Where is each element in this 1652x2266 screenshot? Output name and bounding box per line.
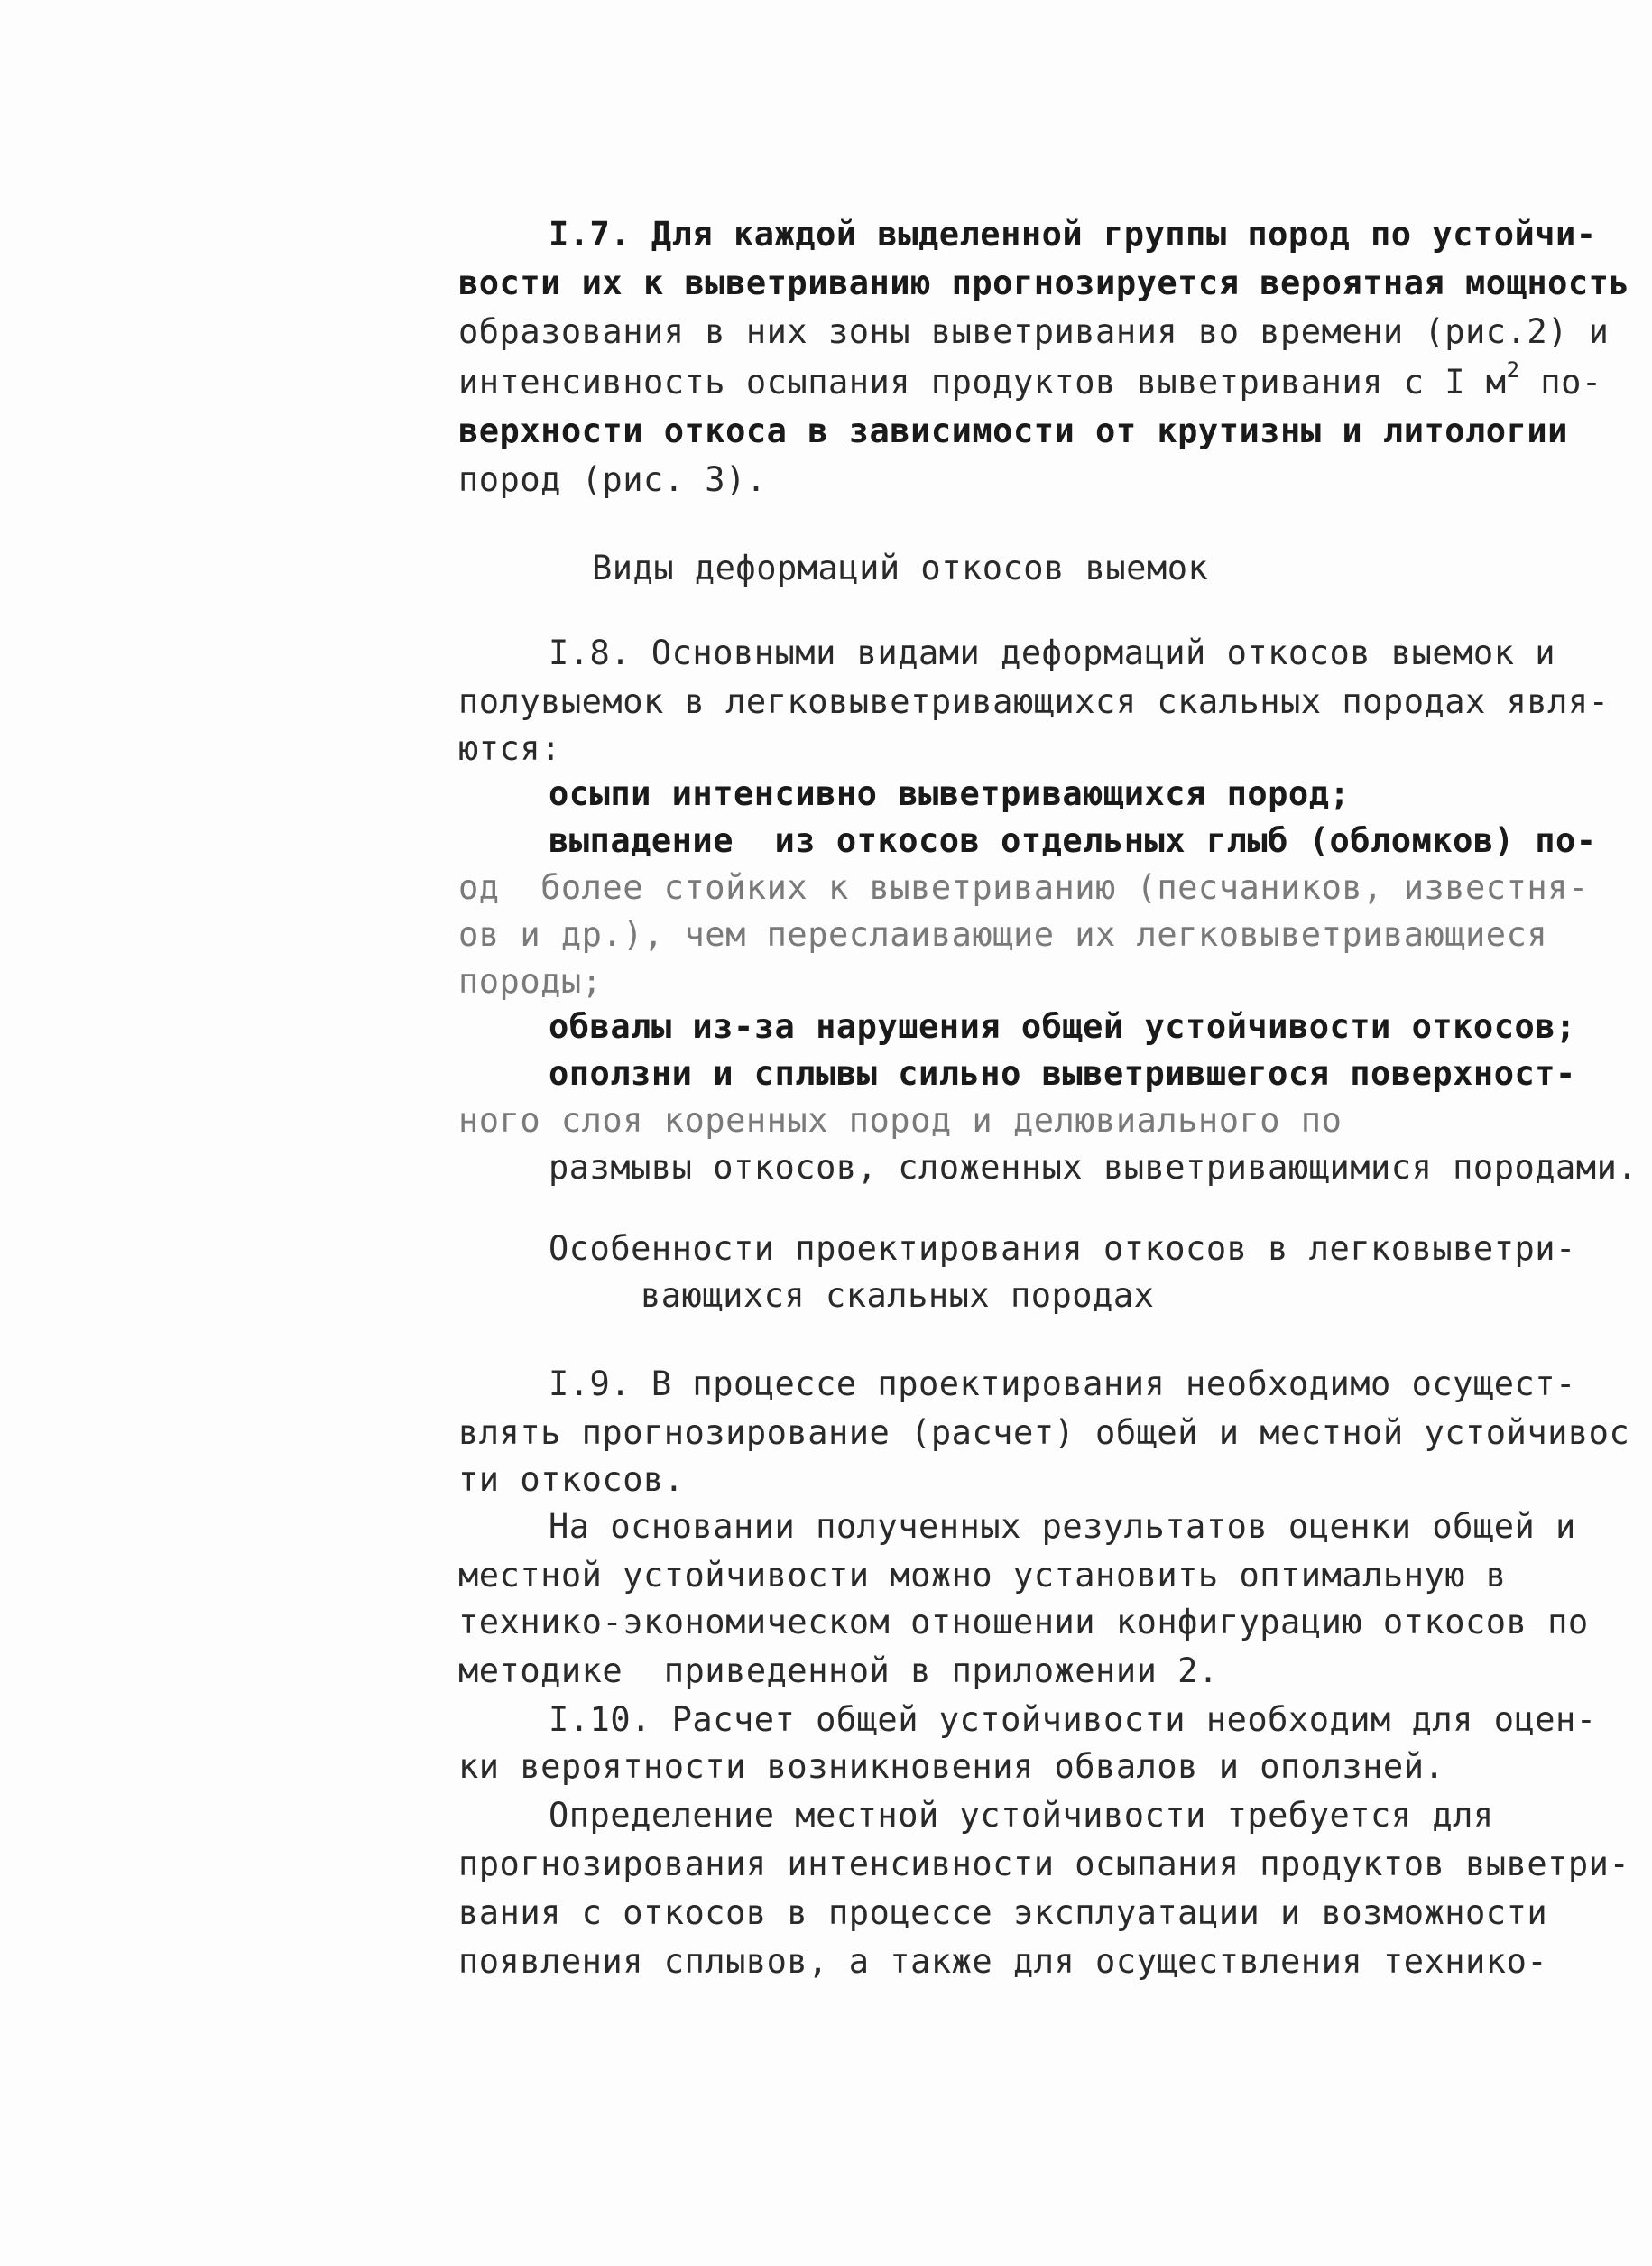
list-item-erosion: размывы откосов, сложенных выветривающимися породами. [549,1148,1638,1187]
paragraph-1-7-line-5: верхности откоса в зависимости от крутизны и литологии [458,412,1568,450]
paragraph-1-9-line-4: На основании полученных результатов оценки общей и [549,1507,1576,1546]
list-item-block-fall-line-4: породы; [458,962,603,1001]
paragraph-1-7-line-6: пород (рис. 3). [458,460,767,499]
paragraph-1-9-line-7: методике приведенной в приложении 2. [458,1651,1219,1690]
section-heading-deformations: Виды деформаций откосов выемок [592,549,1209,587]
list-item-landslides-line-2: ного слоя коренных пород и делювиального по [458,1101,1343,1140]
list-item-screes: осыпи интенсивно выветривающихся пород; [549,774,1351,813]
paragraph-1-7-line-4 [458,357,1602,402]
section-heading-design-line-1: Особенности проектирования откосов в легковыветри- [549,1229,1576,1268]
paragraph-1-7-line-4-text: интенсивность осыпания продуктов выветривания с I м [458,363,1507,402]
paragraph-1-10-line-5: вания с откосов в процессе эксплуатации и возможности [458,1893,1548,1932]
paragraph-1-10-line-3: Определение местной устойчивости требуется для [549,1796,1494,1835]
list-item-block-fall-line-2: од более стойких к выветриванию (песчаников, известня- [458,868,1589,907]
paragraph-1-10-line-6: появления сплывов, а также для осуществления технико- [458,1942,1548,1981]
square-superscript: 2 [1506,357,1520,383]
paragraph-1-9-line-3: ти откосов. [458,1460,685,1499]
section-heading-design-line-2: вающихся скальных породах [641,1276,1155,1315]
list-item-collapses: обвалы из-за нарушения общей устойчивости откосов; [549,1007,1576,1046]
list-item-block-fall-line-3: ов и др.), чем переслаивающие их легковыветривающиеся [458,915,1548,954]
paragraph-1-9-line-6: технико-экономическом отношении конфигурацию откосов по [458,1603,1589,1642]
paragraph-1-9-line-2: влять прогнозирование (расчет) общей и местной устойчивос [458,1413,1630,1452]
list-item-block-fall-line-1: выпадение из откосов отдельных глыб (обломков) по- [549,821,1597,860]
paragraph-1-10-line-4: прогнозирования интенсивности осыпания продуктов выветри- [458,1845,1630,1883]
paragraph-1-9-line-5: местной устойчивости можно установить оптимальную в [458,1556,1507,1595]
paragraph-1-10-line-2: ки вероятности возникновения обвалов и оползней. [458,1747,1445,1786]
paragraph-1-10-line-1: I.10. Расчет общей устойчивости необходим для оцен- [549,1700,1597,1739]
paragraph-1-8-line-2: полувыемок в легковыветривающихся скальных породах явля- [458,682,1610,721]
paragraph-1-7-line-2: вости их к выветриванию прогнозируется вероятная мощность [458,264,1630,302]
paragraph-1-8-line-1: I.8. Основными видами деформаций откосов выемок и [549,634,1556,672]
paragraph-1-7-line-3: образования в них зоны выветривания во времени (рис.2) и [458,312,1610,351]
list-item-landslides-line-1: оползни и сплывы сильно выветрившегося поверхност- [549,1054,1576,1093]
paragraph-1-7-line-1: I.7. Для каждой выделенной группы пород по устойчи- [549,215,1597,254]
paragraph-1-8-line-3: ются: [458,729,561,768]
paragraph-1-7-line-4-end: по- [1519,363,1602,402]
paragraph-1-9-line-1: I.9. В процессе проектирования необходимо осущест- [549,1364,1576,1403]
